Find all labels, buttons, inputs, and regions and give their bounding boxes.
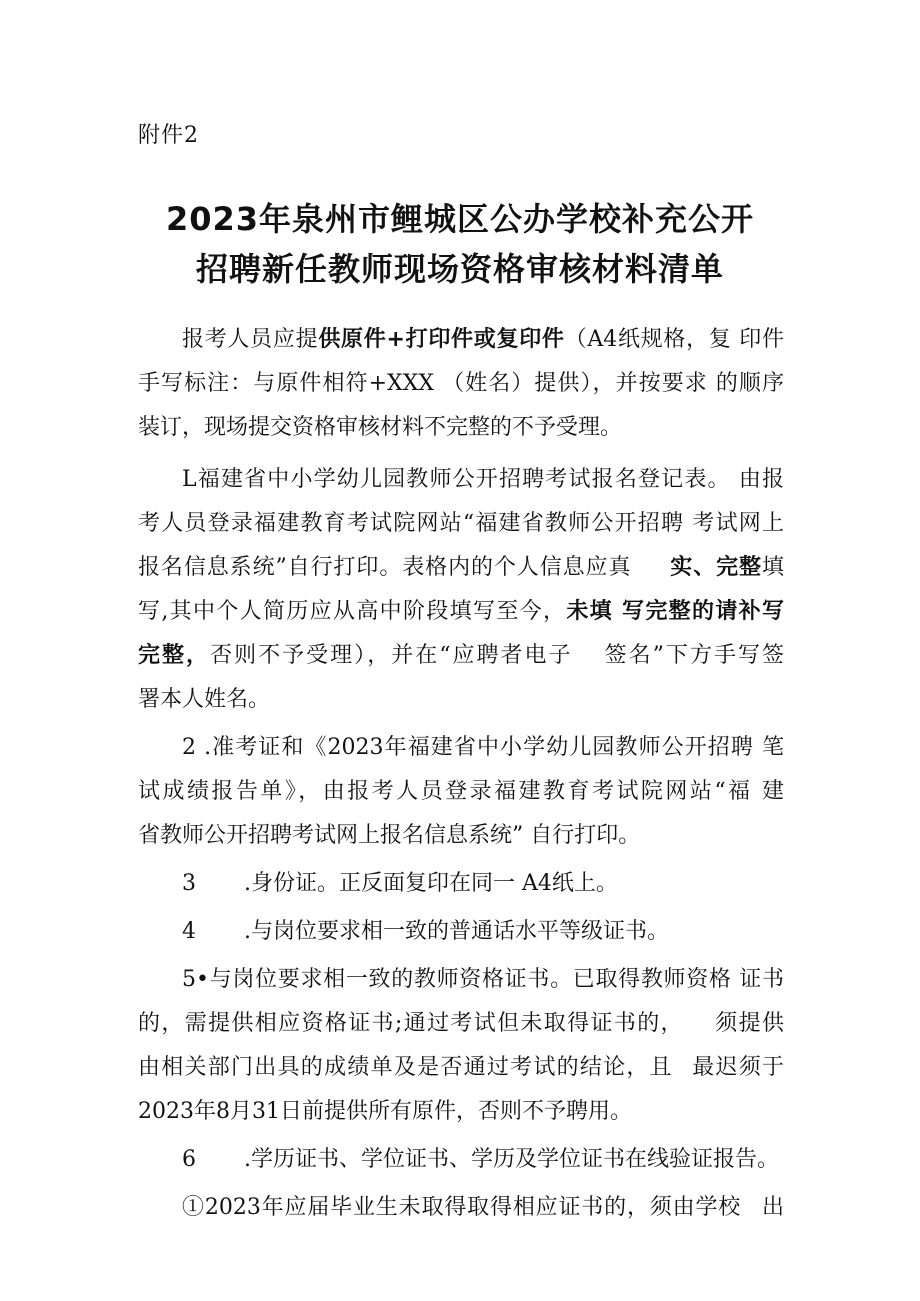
title-line-1: 2023年泉州市鲤城区公办学校补充公开 <box>165 200 755 238</box>
item4-line: 4 .与岗位要求相一致的普通话水平等级证书。 <box>182 919 669 944</box>
intro-line-3: 装订，现场提交资格审核材料不完整的不予受理。 <box>138 415 623 440</box>
item1-line-6: 署本人姓名。 <box>138 687 271 712</box>
intro-line-1: 报考人员应提供原件+打印件或复印件（A4纸规格，复 印件 <box>182 327 784 352</box>
document-title <box>0 194 920 294</box>
item1-line-5: 完整，否则不予受理），并在“应聘者电子 签名”下方手写签 <box>138 643 784 668</box>
item2-line-2: 试成绩报告单》，由报考人员登录福建教育考试院网站“福 建 <box>138 779 784 804</box>
item1-line-3: 报名信息系统”自行打印。表格内的个人信息应真 实、完整填 <box>138 555 784 580</box>
document-body <box>138 318 784 1230</box>
item1-line-4: 写,其中个人简历应从高中阶段填写至今，未填 写完整的请补写 <box>138 599 784 624</box>
item5-line-4: 2023年8月31日前提供所有原件，否则不予聘用。 <box>138 1099 632 1124</box>
item5-line-3: 由相关部门出具的成绩单及是否通过考试的结论，且 最迟须于 <box>138 1055 784 1080</box>
item6-line: 6 .学历证书、学位证书、学历及学位证书在线验证报告。 <box>182 1147 779 1172</box>
item3-line: 3 .身份证。正反面复印在同一 A4纸上。 <box>182 871 618 896</box>
intro-line-2: 手写标注：与原件相符+XXX （姓名）提供），并按要求 的顺序 <box>138 371 784 396</box>
item1-line-2: 考人员登录福建教育考试院网站“福建省教师公开招聘 考试网上 <box>138 511 784 536</box>
title-line-2: 招聘新任教师现场资格审核材料清单 <box>195 250 724 288</box>
item1-line-1: L福建省中小学幼儿园教师公开招聘考试报名登记表。 由报 <box>182 467 784 492</box>
item5-line-2: 的，需提供相应资格证书;通过考试但未取得证书的， 须提供 <box>138 1011 784 1036</box>
item5-line-1: 5•与岗位要求相一致的教师资格证书。已取得教师资格 证书 <box>182 967 784 992</box>
item6-sub-line-1: ①2023年应届毕业生未取得取得相应证书的，须由学校 出 <box>182 1195 784 1220</box>
item2-line-3: 省教师公开招聘考试网上报名信息系统” 自行打印。 <box>138 823 641 848</box>
attachment-label: 附件2 <box>138 123 199 148</box>
item2-line-1: 2 .准考证和《2023年福建省中小学幼儿园教师公开招聘 笔 <box>182 735 784 760</box>
